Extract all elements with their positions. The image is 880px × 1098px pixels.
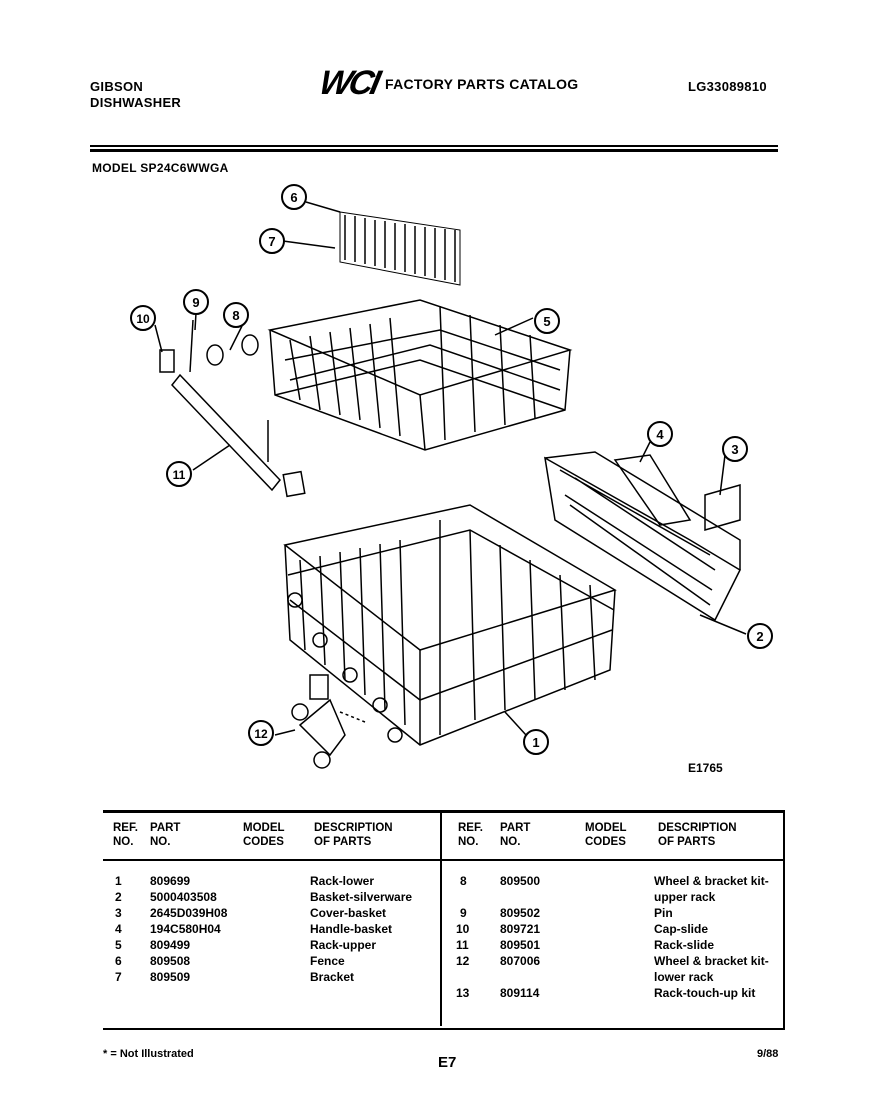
wci-logo: WCI (316, 64, 382, 102)
part-description: Wheel & bracket kit- (654, 954, 769, 968)
model-number: MODEL SP24C6WWGA (92, 161, 229, 175)
ref-no: 4 (115, 922, 122, 936)
col-ref-header: REF. NO. (113, 822, 138, 848)
ref-no: 2 (115, 890, 122, 904)
brand-name: GIBSON (90, 79, 144, 94)
svg-text:1: 1 (532, 735, 540, 750)
part-description: Handle-basket (310, 922, 393, 936)
part-no: 5000403508 (150, 890, 217, 904)
col-part-header-right: PART NO. (500, 822, 531, 848)
part-no: 809501 (500, 938, 541, 952)
part-no: 809114 (500, 986, 540, 1000)
callout-1 (524, 730, 548, 754)
part-no: 809509 (150, 970, 191, 984)
catalog-title: FACTORY PARTS CATALOG (385, 76, 579, 92)
part-no: 2645D039H08 (150, 906, 228, 920)
wheel-bracket (292, 675, 365, 768)
part-description: Rack-touch-up kit (654, 986, 756, 1000)
part-no: 809699 (150, 874, 191, 888)
parts-table (103, 810, 785, 1030)
part-description: Pin (654, 906, 673, 920)
ref-no: 7 (115, 970, 122, 984)
upper-rack (270, 300, 570, 450)
col-model-header: MODEL CODES (243, 822, 285, 848)
not-illustrated-note: * = Not Illustrated (103, 1048, 194, 1060)
revision-date: 9/88 (757, 1048, 779, 1060)
callout-12 (249, 721, 273, 745)
svg-text:10: 10 (136, 312, 150, 326)
svg-text:5: 5 (543, 314, 551, 329)
col-desc-header-right: DESCRIPTION OF PARTS (658, 822, 737, 848)
part-description: Rack-slide (654, 938, 715, 952)
ref-no: 12 (456, 954, 470, 968)
table-divider (440, 813, 442, 1026)
callout-9 (184, 290, 208, 314)
callout-10 (131, 306, 155, 330)
part-description: Fence (310, 954, 345, 968)
callout-4 (648, 422, 672, 446)
svg-text:6: 6 (290, 190, 298, 205)
col-part-header: PART NO. (150, 822, 181, 848)
part-description: Cap-slide (654, 922, 709, 936)
header-rule-left (103, 859, 440, 861)
part-description: Bracket (310, 970, 355, 984)
svg-text:12: 12 (254, 727, 268, 741)
callout-5 (535, 309, 559, 333)
ref-no: 13 (456, 986, 470, 1000)
ref-no: 6 (115, 954, 122, 968)
ref-no: 11 (456, 938, 469, 952)
svg-text:4: 4 (656, 427, 664, 442)
part-description: Wheel & bracket kit- (654, 874, 769, 888)
figure-id: E1765 (688, 761, 723, 775)
ref-no: 3 (115, 906, 122, 920)
callout-3 (723, 437, 747, 461)
callouts (131, 185, 772, 754)
callout-11 (167, 462, 191, 486)
callout-2 (748, 624, 772, 648)
part-no: 807006 (500, 954, 541, 968)
part-no: 809500 (500, 874, 541, 888)
part-no: 809721 (500, 922, 541, 936)
silverware-basket (545, 452, 740, 620)
ref-no: 5 (115, 938, 122, 952)
svg-text:2: 2 (756, 629, 764, 644)
part-description: Rack-upper (310, 938, 377, 952)
callout-8 (224, 303, 248, 327)
callout-7 (260, 229, 284, 253)
ref-no: 8 (460, 874, 467, 888)
page-number: E7 (438, 1054, 457, 1071)
part-description: Cover-basket (310, 906, 387, 920)
ref-no: 9 (460, 906, 467, 920)
fence-part (340, 212, 460, 285)
part-no: 809508 (150, 954, 191, 968)
col-ref-header-right: REF. NO. (458, 822, 483, 848)
catalog-number: LG33089810 (688, 79, 767, 94)
product-name: DISHWASHER (90, 95, 182, 110)
svg-text:3: 3 (731, 442, 739, 457)
svg-text:11: 11 (172, 468, 186, 482)
col-model-header-right: MODEL CODES (585, 822, 627, 848)
part-description: Basket-silverware (310, 890, 413, 904)
part-no: 194C580H04 (150, 922, 221, 936)
svg-text:9: 9 (192, 295, 200, 310)
ref-no: 10 (456, 922, 470, 936)
part-description: Rack-lower (310, 874, 375, 888)
svg-text:7: 7 (268, 234, 276, 249)
ref-no: 1 (115, 874, 122, 888)
header-rule-right (442, 859, 783, 861)
part-description-cont: upper rack (654, 890, 716, 904)
svg-text:8: 8 (232, 308, 240, 323)
col-desc-header: DESCRIPTION OF PARTS (314, 822, 393, 848)
callout-6 (282, 185, 306, 209)
part-description-cont: lower rack (654, 970, 714, 984)
part-no: 809499 (150, 938, 191, 952)
part-no: 809502 (500, 906, 541, 920)
